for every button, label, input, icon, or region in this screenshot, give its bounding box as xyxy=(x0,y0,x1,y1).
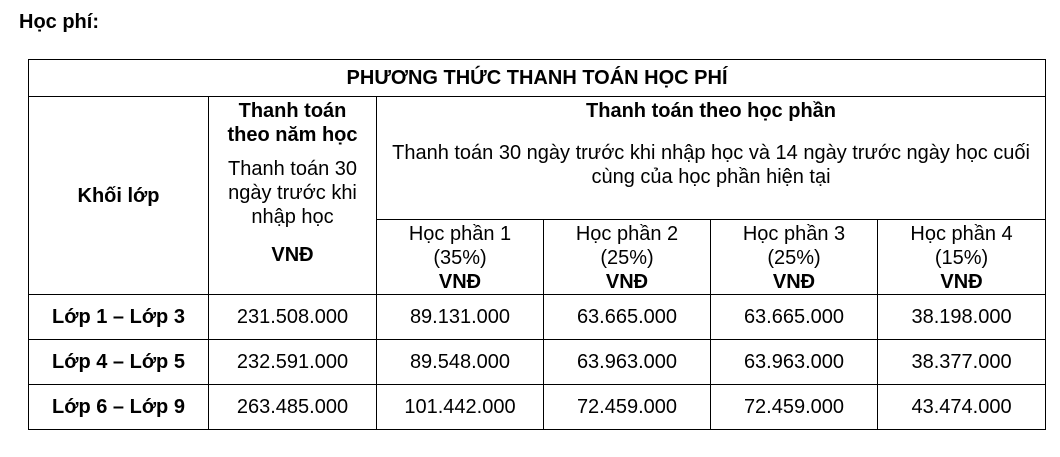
grade-label: Lớp 4 – Lớp 5 xyxy=(29,340,209,385)
table-row xyxy=(29,295,1046,340)
tuition-table xyxy=(28,59,1046,430)
term-column-header xyxy=(878,220,1046,295)
term-unit: VNĐ xyxy=(940,271,983,293)
term-fee: 63.963.000 xyxy=(544,340,711,385)
grade-label: Lớp 6 – Lớp 9 xyxy=(29,385,209,430)
term-fee: 89.548.000 xyxy=(377,340,544,385)
table-row xyxy=(29,340,1046,385)
term-unit: VNĐ xyxy=(772,271,816,293)
term-fee: 63.963.000 xyxy=(711,340,878,385)
term-fee: 43.474.000 xyxy=(878,385,1046,430)
term-share: (35%) xyxy=(433,247,487,269)
term-column-header xyxy=(544,220,711,295)
annual-payment-header xyxy=(209,97,377,295)
term-payment-title: Thanh toán theo học phần xyxy=(586,100,837,122)
term-fee: 101.442.000 xyxy=(377,385,544,430)
term-share: (25%) xyxy=(767,247,821,269)
term-fee: 38.198.000 xyxy=(878,295,1046,340)
annual-payment-description: Thanh toán 30 ngày trước khi nhập học xyxy=(228,158,357,228)
annual-payment-unit: VNĐ xyxy=(271,244,314,266)
term-fee: 38.377.000 xyxy=(878,340,1046,385)
term-name: Học phần 2 xyxy=(575,223,679,245)
term-fee: 63.665.000 xyxy=(711,295,878,340)
term-column-header xyxy=(377,220,544,295)
page-heading: Học phí: xyxy=(19,11,99,33)
annual-fee: 263.485.000 xyxy=(209,385,377,430)
term-unit: VNĐ xyxy=(605,271,649,293)
term-column-header xyxy=(711,220,878,295)
grade-label: Lớp 1 – Lớp 3 xyxy=(29,295,209,340)
term-unit: VNĐ xyxy=(438,271,482,293)
annual-fee: 232.591.000 xyxy=(209,340,377,385)
term-fee: 89.131.000 xyxy=(377,295,544,340)
term-payment-header xyxy=(377,97,1046,220)
term-name: Học phần 3 xyxy=(742,223,846,245)
term-name: Học phần 4 xyxy=(910,223,1013,245)
term-payment-description: Thanh toán 30 ngày trước khi nhập học và 14 ngày trước ngày học cuối cùng của học phần hiện tại xyxy=(392,142,1030,188)
annual-payment-title: Thanh toán theo năm học xyxy=(227,100,358,146)
annual-fee: 231.508.000 xyxy=(209,295,377,340)
term-share: (25%) xyxy=(600,247,654,269)
term-share: (15%) xyxy=(934,247,989,269)
term-fee: 72.459.000 xyxy=(711,385,878,430)
term-name: Học phần 1 xyxy=(408,223,512,245)
table-row xyxy=(29,385,1046,430)
table-title: PHƯƠNG THỨC THANH TOÁN HỌC PHÍ xyxy=(29,60,1046,97)
grade-header: Khối lớp xyxy=(29,97,209,295)
term-fee: 72.459.000 xyxy=(544,385,711,430)
term-fee: 63.665.000 xyxy=(544,295,711,340)
